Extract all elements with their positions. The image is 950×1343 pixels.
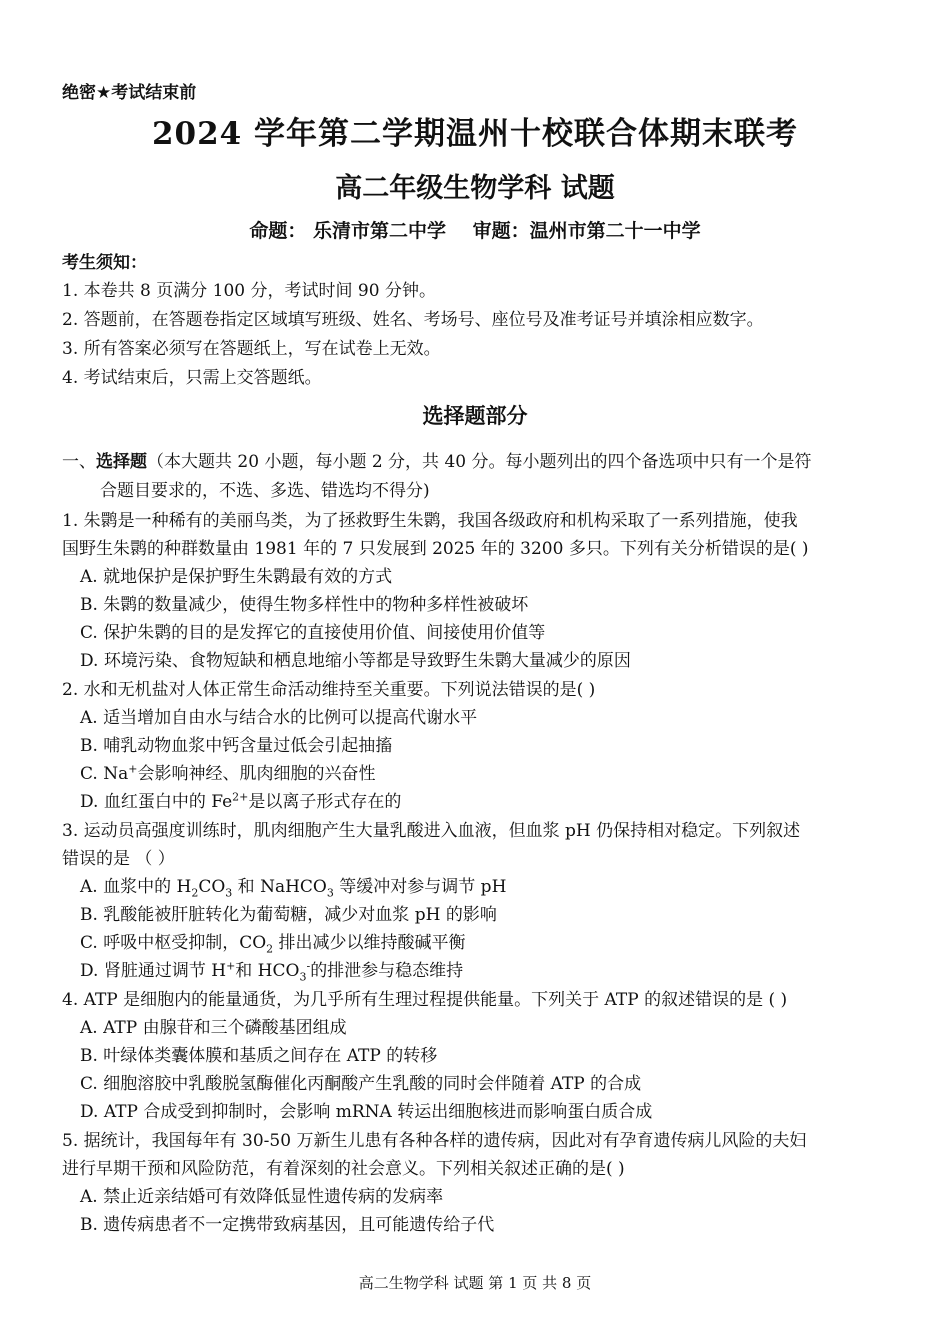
text-part: A. 血浆中的 H [80,877,192,897]
part-prefix: 一、 [62,452,96,472]
text-part: 和 HCO [235,961,300,981]
review-label: 审题：温州市第二十一中学 [472,220,701,242]
section-title: 选择题部分 [422,404,528,428]
question-3-option-b: B. 乳酸能被肝脏转化为葡萄糖，减少对血浆 pH 的影响 [80,905,497,925]
question-3-option-d [80,956,463,983]
question-5-option-a: A. 禁止近亲结婚可有效降低显性遗传病的发病率 [80,1187,444,1207]
question-3-option-a [80,872,506,899]
notice-heading: 考生须知： [62,253,147,273]
text-part: C. 呼吸中枢受抑制，CO [80,933,267,953]
question-1-stem-cont: 国野生朱鹮的种群数量由 1981 年的 7 只发展到 2025 年的 3200 多只。下列有关分析错误的是( ) [62,539,809,559]
part-name: 选择题 [96,452,147,472]
text-part: 的排泄参与稳态维持 [310,961,464,981]
question-1-option-d: D. 环境污染、食物短缺和栖息地缩小等都是导致野生朱鹮大量减少的原因 [80,651,631,671]
question-1-option-c: C. 保护朱鹮的目的是发挥它的直接使用价值、间接使用价值等 [80,623,546,643]
author-label: 命题： 乐清市第二中学 [249,220,446,242]
subscript: 3 [299,970,307,984]
notice-item: 1. 本卷共 8 页满分 100 分，考试时间 90 分钟。 [62,281,436,301]
question-5-stem: 5. 据统计，我国每年有 30-50 万新生儿患有各种各样的遗传病，因此对有孕育遗传病儿风险的夫妇 [62,1131,807,1151]
superscript: - [306,959,311,973]
question-2-option-d [80,787,401,812]
text-part: 是以离子形式存在的 [248,792,402,812]
part-desc-line2: 合题目要求的，不选、多选、错选均不得分) [100,481,430,501]
part-heading [62,447,812,472]
question-2-option-b: B. 哺乳动物血浆中钙含量过低会引起抽搐 [80,736,393,756]
exam-title: 2024 学年第二学期温州十校联合体期末联考 [151,116,799,152]
question-1-option-b: B. 朱鹮的数量减少，使得生物多样性中的物种多样性被破坏 [80,595,529,615]
text-part: 和 NaHCO [232,877,327,897]
notice-item: 2. 答题前，在答题卷指定区域填写班级、姓名、考场号、座位号及准考证号并填涂相应数字。 [62,310,764,330]
question-1-stem: 1. 朱鹮是一种稀有的美丽鸟类，为了拯救野生朱鹮，我国各级政府和机构采取了一系列措施，使我 [62,511,798,531]
question-3-stem: 3. 运动员高强度训练时，肌肉细胞产生大量乳酸进入血液，但血浆 pH 仍保持相对稳定。下列叙述 [62,821,801,841]
text-part: D. 肾脏通过调节 H [80,961,227,981]
text-part: 等缓冲对参与调节 pH [333,877,507,897]
subscript: 3 [225,886,233,900]
question-2-stem: 2. 水和无机盐对人体正常生命活动维持至关重要。下列说法错误的是( ) [62,680,596,700]
question-5-option-b: B. 遗传病患者不一定携带致病基因，且可能遗传给子代 [80,1215,495,1235]
question-3-stem-cont: 错误的是 （ ） [62,849,175,869]
text-part: C. Na [80,764,129,784]
notice-item: 3. 所有答案必须写在答题纸上，写在试卷上无效。 [62,339,441,359]
question-4-stem: 4. ATP 是细胞内的能量通货，为几乎所有生理过程提供能量。下列关于 ATP 的叙述错误的是 ( ) [62,990,788,1010]
question-2-option-a: A. 适当增加自由水与结合水的比例可以提高代谢水平 [80,708,478,728]
notice-item: 4. 考试结束后，只需上交答题纸。 [62,368,322,388]
part-desc: （本大题共 20 小题，每小题 2 分，共 40 分。每小题列出的四个备选项中只有一个是符 [147,452,812,472]
question-4-option-a: A. ATP 由腺苷和三个磷酸基团组成 [80,1018,347,1038]
subscript: 2 [266,942,274,956]
authors-line [0,216,950,243]
question-1-option-a: A. 就地保护是保护野生朱鹮最有效的方式 [80,567,393,587]
text-part: D. 血红蛋白中的 Fe [80,792,233,812]
text-part: 排出减少以维持酸碱平衡 [273,933,466,953]
superscript: + [226,959,236,973]
subscript: 2 [191,886,199,900]
page-footer: 高二生物学科 试题 第 1 页 共 8 页 [358,1274,592,1292]
question-3-option-c [80,928,466,955]
superscript: 2+ [232,790,249,804]
superscript: + [128,762,138,776]
question-2-option-c [80,759,375,784]
text-part: 会影响神经、肌肉细胞的兴奋性 [137,764,376,784]
exam-subtitle: 高二年级生物学科 试题 [335,173,615,204]
subscript: 3 [326,886,334,900]
question-4-option-c: C. 细胞溶胶中乳酸脱氢酶催化丙酮酸产生乳酸的同时会伴随着 ATP 的合成 [80,1074,642,1094]
question-5-stem-cont: 进行早期干预和风险防范，有着深刻的社会意义。下列相关叙述正确的是( ) [62,1159,625,1179]
question-4-option-b: B. 叶绿体类囊体膜和基质之间存在 ATP 的转移 [80,1046,438,1066]
confidential-label: 绝密★考试结束前 [62,83,197,103]
question-4-option-d: D. ATP 合成受到抑制时，会影响 mRNA 转运出细胞核进而影响蛋白质合成 [80,1102,653,1122]
text-part: CO [198,877,226,897]
